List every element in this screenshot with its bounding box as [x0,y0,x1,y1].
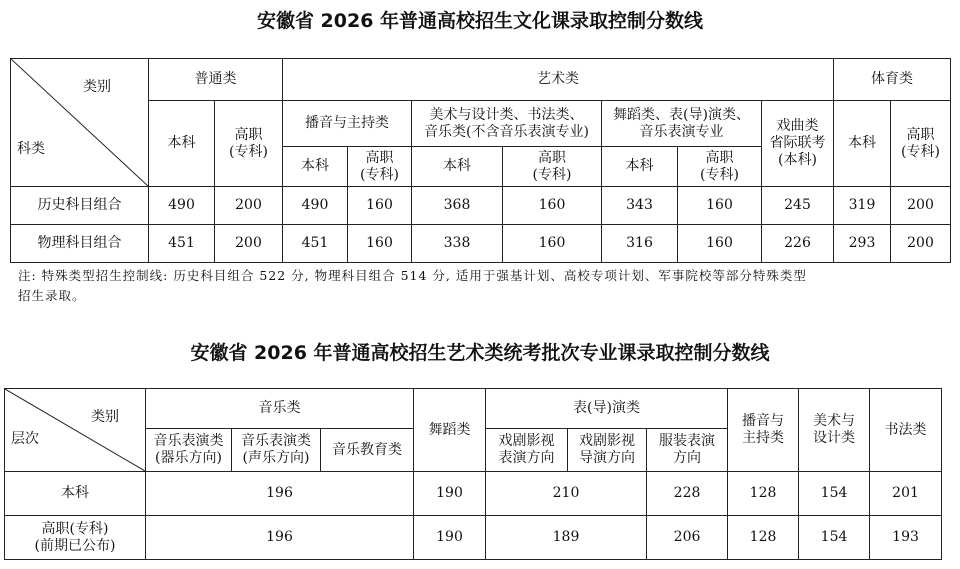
table2-title: 安徽省 2026 年普通高校招生艺术类统考批次专业课录取控制分数线 [190,342,770,364]
score-cell: 200 [215,187,283,225]
row-label: 高职(专科) (前期已公布) [5,516,146,560]
score-cell: 196 [146,516,414,560]
wudao-header: 舞蹈类、表(导)演类、 音乐表演专业 [602,101,762,147]
sub-shengyue: 音乐表演类 (声乐方向) [232,429,321,472]
special-type-note [18,266,946,306]
table-row [11,187,951,225]
group-yinyue: 音乐类 [146,389,414,429]
meishu-benke: 本科 [412,147,503,187]
row-label: 物理科目组合 [11,225,149,263]
score-cell: 160 [678,187,762,225]
cultural-score-table [10,58,951,263]
group-yishu: 艺术类 [283,59,834,101]
score-cell: 206 [647,516,728,560]
sub-qiyue: 音乐表演类 (器乐方向) [146,429,232,472]
score-cell: 154 [799,472,870,516]
sub-fuzhuang: 服装表演 方向 [647,429,728,472]
group-boyin: 播音与 主持类 [728,389,799,472]
table-row [5,516,942,560]
boyin-gaozhi: 高职 (专科) [348,147,412,187]
sub-jiaoyu: 音乐教育类 [321,429,414,472]
group-wudao: 舞蹈类 [414,389,486,472]
corner-cell [11,59,149,187]
score-cell: 200 [891,187,951,225]
score-cell: 160 [348,225,412,263]
corner-top-label: 类别 [83,79,111,95]
row-label: 本科 [5,472,146,516]
score-cell: 201 [870,472,942,516]
meishu-header: 美术与设计类、书法类、 音乐类(不含音乐表演专业) [412,101,602,147]
group-meishu: 美术与 设计类 [799,389,870,472]
score-cell: 196 [146,472,414,516]
score-cell: 293 [834,225,891,263]
score-cell: 200 [215,225,283,263]
boyin-benke: 本科 [283,147,348,187]
score-cell: 128 [728,472,799,516]
score-cell: 160 [348,187,412,225]
corner-bottom-label: 科类 [17,141,45,157]
score-cell: 451 [283,225,348,263]
wudao-benke: 本科 [602,147,678,187]
score-cell: 338 [412,225,503,263]
art-score-table [4,388,942,560]
score-cell: 226 [762,225,834,263]
table1-title: 安徽省 2026 年普通高校招生文化课录取控制分数线 [256,10,704,32]
score-cell: 451 [149,225,215,263]
score-cell: 189 [486,516,647,560]
meishu-gaozhi: 高职 (专科) [503,147,602,187]
score-cell: 228 [647,472,728,516]
group-biaoyan: 表(导)演类 [486,389,728,429]
sub-xiju-biaoyan: 戏剧影视 表演方向 [486,429,568,472]
tiyu-gaozhi: 高职 (专科) [891,101,951,187]
group-tiyu: 体育类 [834,59,951,101]
row-label: 历史科目组合 [11,187,149,225]
score-cell: 160 [503,225,602,263]
boyin-header: 播音与主持类 [283,101,412,147]
group-putong: 普通类 [149,59,283,101]
table-row [5,472,942,516]
group-shufa: 书法类 [870,389,942,472]
putong-benke: 本科 [149,101,215,187]
table-row [11,225,951,263]
note-line-2: 招生录取。 [18,288,86,303]
score-cell: 343 [602,187,678,225]
sub-xiju-daoyan: 戏剧影视 导演方向 [568,429,647,472]
putong-gaozhi: 高职 (专科) [215,101,283,187]
corner-cell [5,389,146,472]
score-cell: 490 [149,187,215,225]
note-line-1: 注: 特殊类型招生控制线: 历史科目组合 522 分, 物理科目组合 514 分, 适用于强基计划、高校专项计划、军事院校等部分特殊类型 [18,268,807,283]
wudao-gaozhi: 高职 (专科) [678,147,762,187]
corner-top-label: 类别 [91,409,119,425]
score-cell: 210 [486,472,647,516]
tiyu-benke: 本科 [834,101,891,187]
score-cell: 154 [799,516,870,560]
corner-bottom-label: 层次 [11,431,39,447]
score-cell: 128 [728,516,799,560]
score-cell: 193 [870,516,942,560]
score-cell: 319 [834,187,891,225]
xiqu-header: 戏曲类 省际联考 (本科) [762,101,834,187]
diagonal-line [11,59,148,186]
score-cell: 160 [503,187,602,225]
score-cell: 190 [414,472,486,516]
score-cell: 200 [891,225,951,263]
score-cell: 368 [412,187,503,225]
score-cell: 160 [678,225,762,263]
score-cell: 490 [283,187,348,225]
score-cell: 316 [602,225,678,263]
diagonal-line [5,389,145,471]
score-cell: 245 [762,187,834,225]
score-cell: 190 [414,516,486,560]
